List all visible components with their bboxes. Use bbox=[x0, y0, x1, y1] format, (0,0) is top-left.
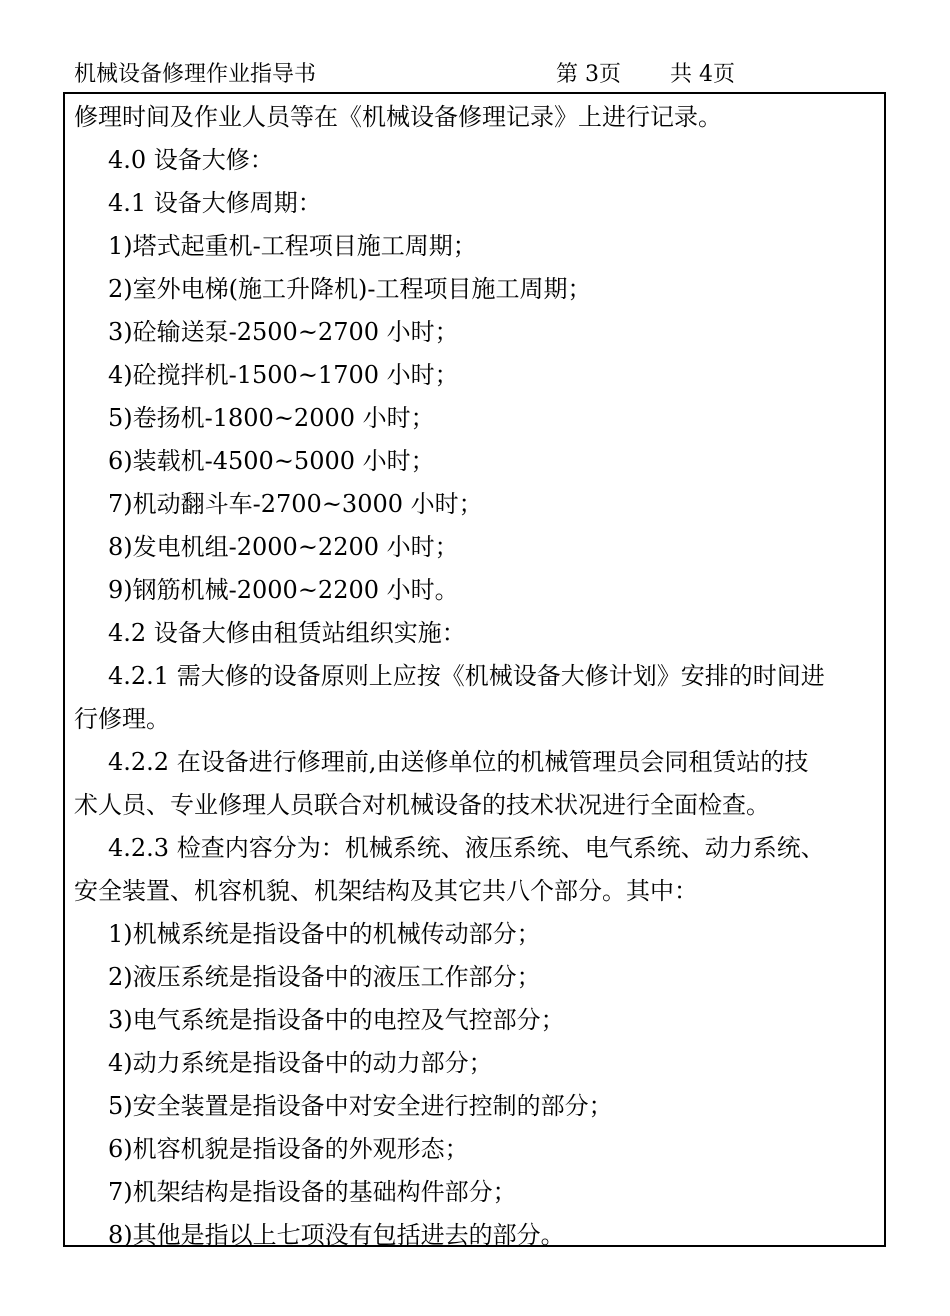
list-item: 7)机动翻斗车-2700~3000 小时； bbox=[108, 490, 483, 518]
text-line: 行修理。 bbox=[74, 705, 170, 733]
list-item: 2)室外电梯(施工升降机)-工程项目施工周期； bbox=[108, 275, 592, 303]
list-item: 1)机械系统是指设备中的机械传动部分； bbox=[108, 920, 541, 948]
list-item: 7)机架结构是指设备的基础构件部分； bbox=[108, 1178, 517, 1206]
document-body bbox=[74, 96, 882, 1257]
list-item: 5)卷扬机-1800~2000 小时； bbox=[108, 404, 435, 432]
text-line: 安全装置、机容机貌、机架结构及其它共八个部分。其中： bbox=[74, 877, 698, 905]
list-item: 3)电气系统是指设备中的电控及气控部分； bbox=[108, 1006, 565, 1034]
text-line: 修理时间及作业人员等在《机械设备修理记录》上进行记录。 bbox=[74, 103, 722, 131]
list-item: 6)机容机貌是指设备的外观形态； bbox=[108, 1135, 469, 1163]
list-item: 3)砼输送泵-2500~2700 小时； bbox=[108, 318, 459, 346]
list-item: 4)动力系统是指设备中的动力部分； bbox=[108, 1049, 493, 1077]
document-title: 机械设备修理作业指导书 bbox=[74, 62, 317, 87]
section-heading: 4.2 设备大修由租赁站组织实施： bbox=[108, 619, 466, 647]
section-heading: 4.1 设备大修周期： bbox=[108, 189, 322, 217]
list-item: 5)安全装置是指设备中对安全进行控制的部分； bbox=[108, 1092, 613, 1120]
page-header bbox=[0, 58, 950, 92]
list-item: 9)钢筋机械-2000~2200 小时。 bbox=[108, 576, 459, 604]
text-line: 4.2.1 需大修的设备原则上应按《机械设备大修计划》安排的时间进 bbox=[108, 662, 825, 690]
text-line: 4.2.2 在设备进行修理前,由送修单位的机械管理员会同租赁站的技 bbox=[108, 748, 809, 776]
list-item: 1)塔式起重机-工程项目施工周期； bbox=[108, 232, 477, 260]
text-line: 4.2.3 检查内容分为：机械系统、液压系统、电气系统、动力系统、 bbox=[108, 834, 825, 862]
list-item: 2)液压系统是指设备中的液压工作部分； bbox=[108, 963, 541, 991]
page-number: 第 3页 bbox=[556, 62, 621, 87]
section-heading: 4.0 设备大修： bbox=[108, 146, 274, 174]
list-item: 8)发电机组-2000~2200 小时； bbox=[108, 533, 459, 561]
list-item: 6)装载机-4500~5000 小时； bbox=[108, 447, 435, 475]
text-line: 术人员、专业修理人员联合对机械设备的技术状况进行全面检查。 bbox=[74, 791, 770, 819]
list-item: 8)其他是指以上七项没有包括进去的部分。 bbox=[108, 1221, 565, 1249]
page-total: 共 4页 bbox=[670, 62, 735, 87]
list-item: 4)砼搅拌机-1500~1700 小时； bbox=[108, 361, 459, 389]
